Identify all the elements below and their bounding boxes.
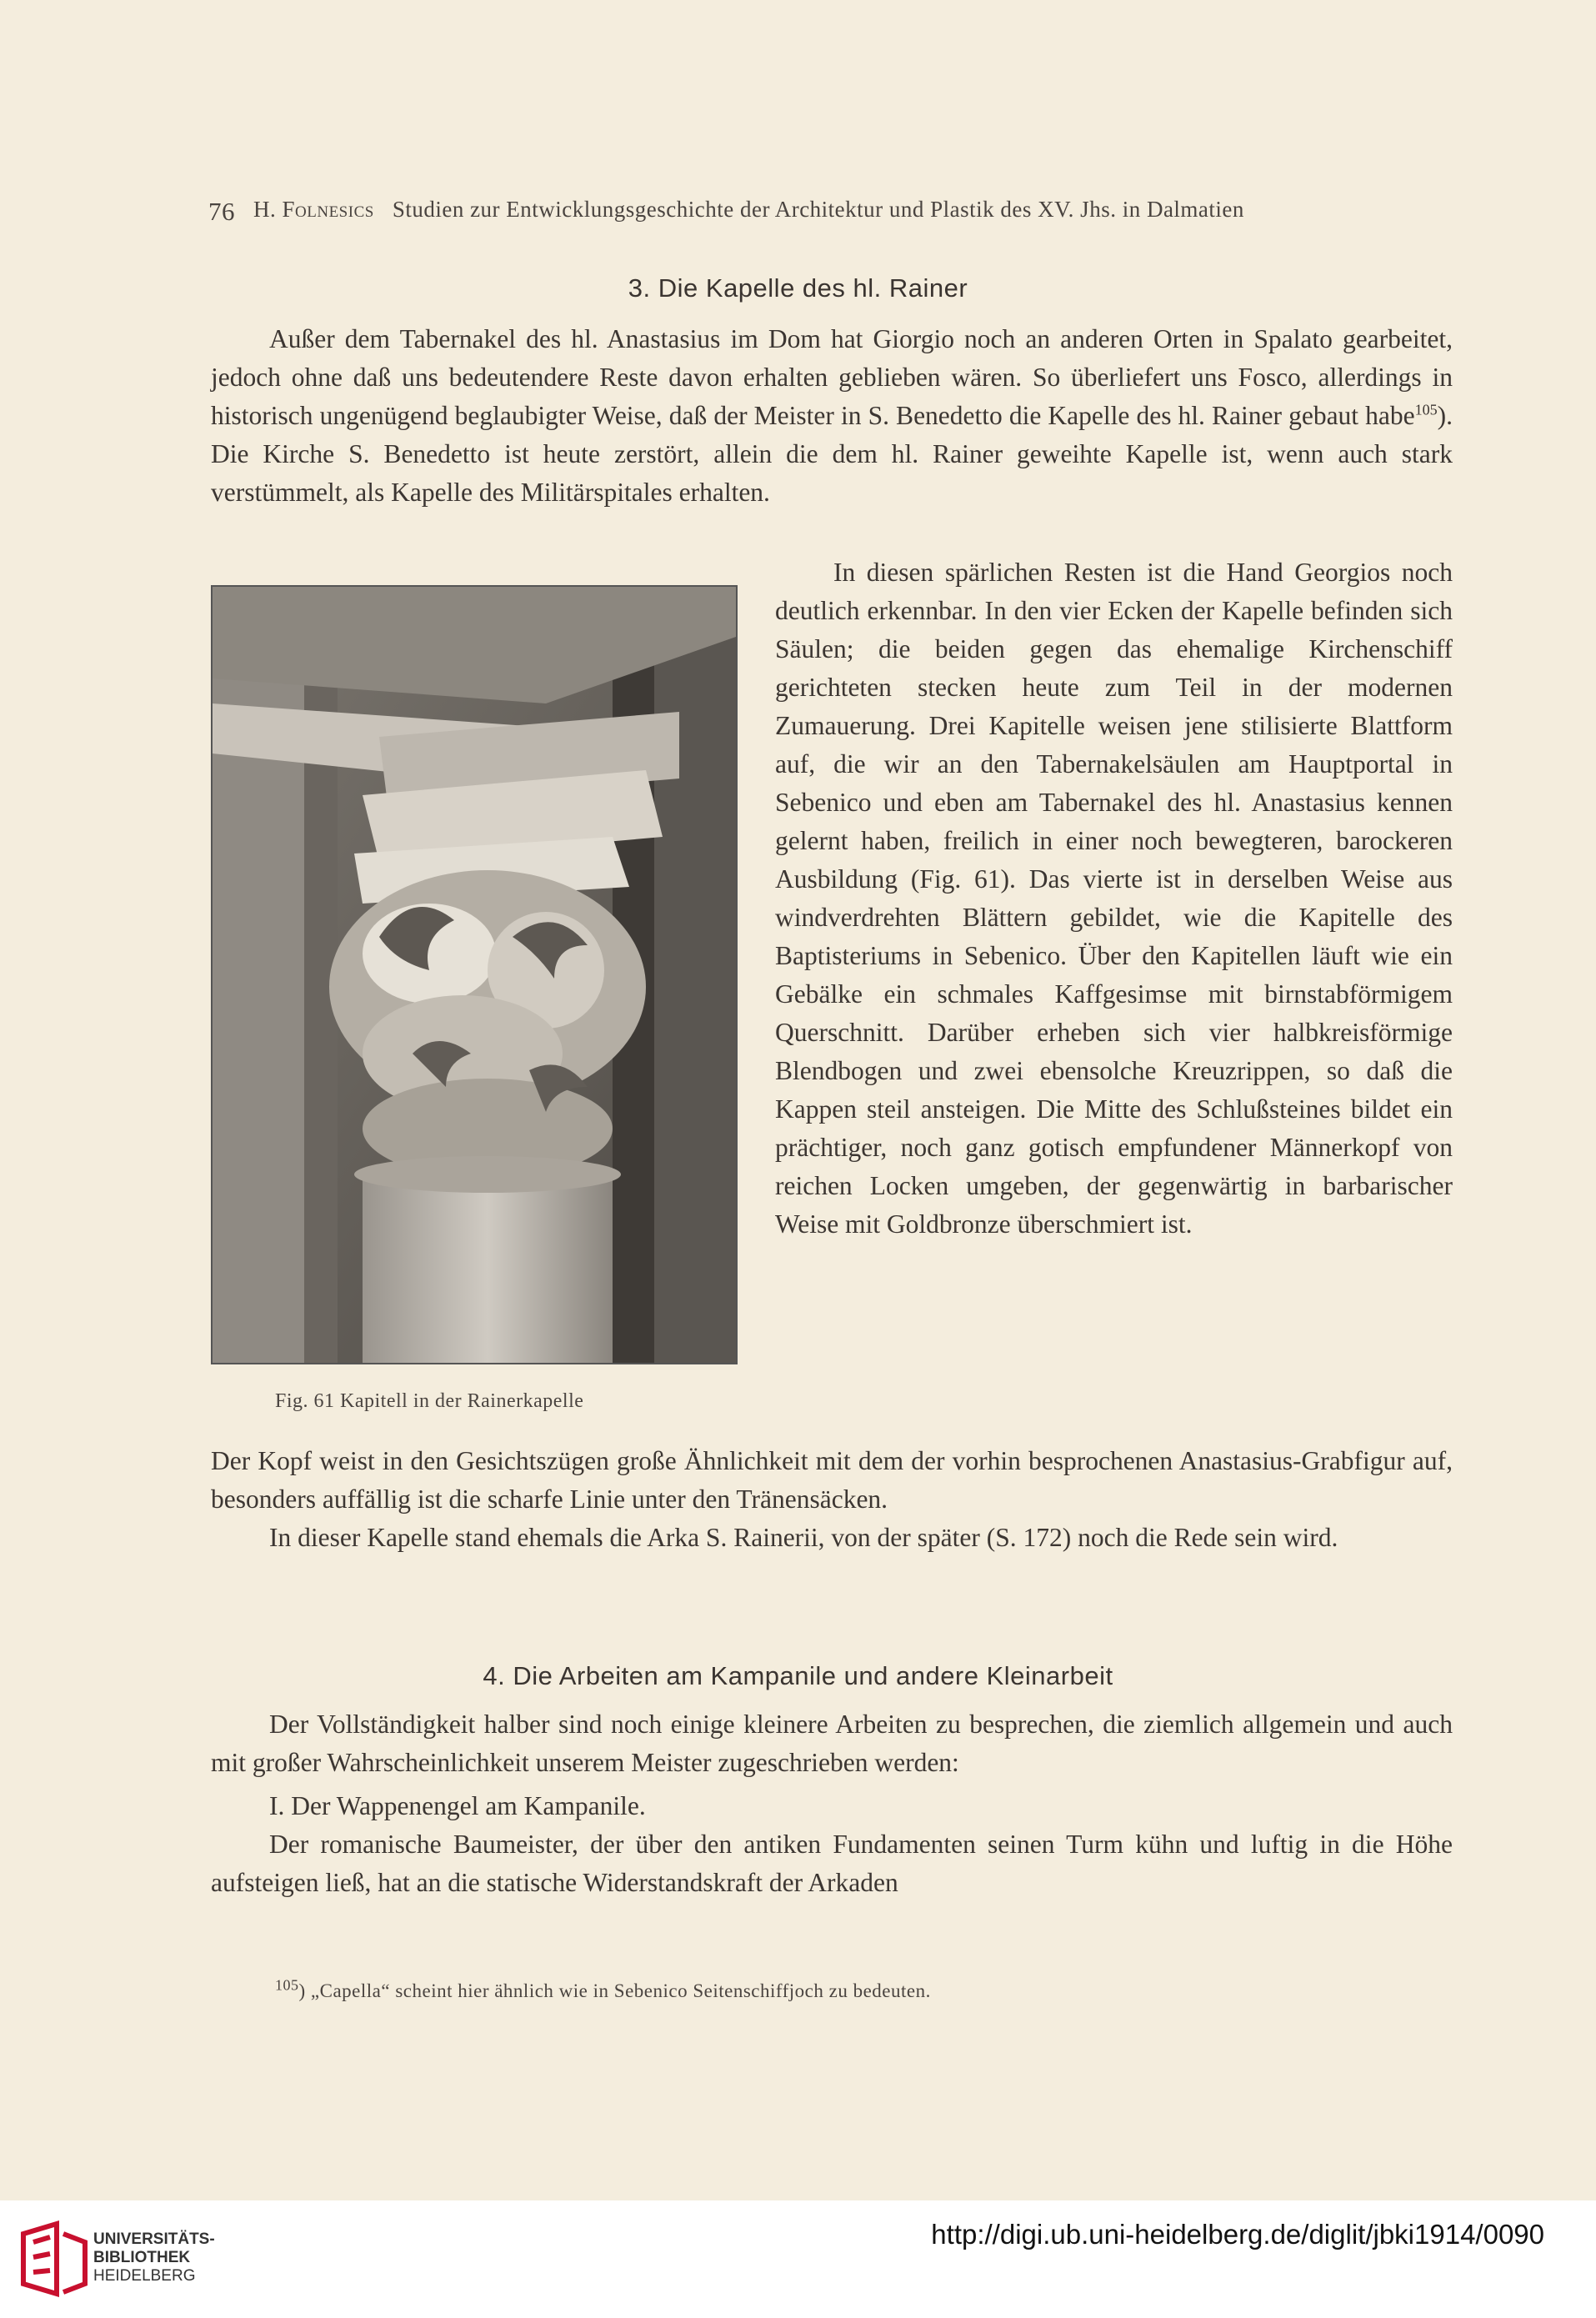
paragraph [211, 320, 1453, 512]
footnote [275, 1976, 931, 2002]
figure-photo [211, 585, 738, 1364]
paragraph: In diesen spärlichen Resten ist die Hand Georgios noch deutlich erkennbar. In den vier Ecken der Kapelle befinden sich Säulen; die beiden gegen das ehemalige Kirchenschiff gerichteten stecken heute zum Teil in der modernen Zumauerung. Drei Kapitelle weisen jene stilisierte Blattform auf, die wir an den Tabernakelsäulen am Hauptportal in Sebenico und eben am Tabernakel des hl. Anastasius kennen gelernt haben, freilich in einer noch bewegteren, barockeren Ausbildung (Fig. 61). Das vierte ist in derselben Weise aus windverdrehten Blättern gebildet, wie die Kapitelle des Baptisteriums in Sebenico. Über den Kapitellen läuft wie ein Gebälke ein schmales Kaffgesimse mit birnstabförmigem Querschnitt. Darüber erheben sich vier halbkreisförmige Blendbogen und zwei ebensolche Kreuzrippen, so daß die Kappen steil ansteigen. Die Mitte des Schlußsteines bildet ein prächtiger, noch ganz gotisch empfundener Männerkopf von reichen Locken umgeben, der gegenwärtig in barbarischer Weise mit Goldbronze überschmiert ist. [775, 558, 1453, 1239]
header-title: Studien zur Entwicklungsgeschichte der Architektur und Plastik des XV. Jhs. in Dalmatien [392, 197, 1244, 222]
section3-wrap-column [775, 553, 1453, 1244]
library-logo-icon[interactable] [15, 2217, 92, 2300]
section3-intro [211, 320, 1453, 512]
capital-photo-image [213, 587, 736, 1363]
library-name-line: BIBLIOTHEK [93, 2249, 191, 2266]
library-name-line: HEIDELBERG [93, 2267, 196, 2285]
paragraph: Der Vollständigkeit halber sind noch einige kleinere Arbeiten zu besprechen, die ziemlich allgemein und auch mit großer Wahrscheinlichkeit unserem Meister zugeschrieben werden: [211, 1710, 1453, 1777]
library-name [93, 2230, 215, 2285]
section3-closing [211, 1442, 1453, 1557]
section-heading-4: 4. Die Arbeiten am Kampanile und andere Kleinarbeit [483, 1661, 1113, 1690]
library-name-line: UNIVERSITÄTS- [93, 2230, 215, 2248]
footnote-number: 105 [275, 1976, 299, 1994]
page-number: 76 [208, 197, 235, 226]
footnote-text: ) „Capella“ scheint hier ähnlich wie in Sebenico Seitenschiffjoch zu bedeuten. [298, 1980, 931, 2001]
permalink-url[interactable]: http://digi.ub.uni-heidelberg.de/diglit/jbki1914/0090 [931, 2219, 1544, 2250]
footnote-ref: 105 [1414, 401, 1438, 418]
paragraph-text: Außer dem Tabernakel des hl. Anastasius im Dom hat Giorgio noch an anderen Orten in Spalato gearbeitet, jedoch ohne daß uns bedeutendere Reste davon erhalten geblieben wären. So überliefert uns Fosco, allerdings in historisch ungenügend beglaubigter Weise, daß der Meister in S. Benedetto die Kapelle des hl. Rainer gebaut habe [211, 324, 1453, 430]
section-heading-3: 3. Die Kapelle des hl. Rainer [628, 273, 968, 303]
paragraph-text: ). Die Kirche S. Benedetto ist heute zerstört, allein die dem hl. Rainer geweihte Kapelle ist, wenn auch stark verstümmelt, als Kapelle des Militärspitales erhalten. [211, 401, 1453, 507]
running-header [208, 197, 1392, 227]
section4-body [211, 1705, 1453, 1902]
header-author: H. Folnesics [253, 197, 374, 222]
figure-caption: Fig. 61 Kapitell in der Rainerkapelle [275, 1390, 584, 1412]
paragraph: Der Kopf weist in den Gesichtszügen große Ähnlichkeit mit dem der vorhin besprochenen Anastasius-Grabfigur auf, besonders auffällig ist die scharfe Linie unter den Tränensäcken. [211, 1446, 1453, 1514]
paragraph: In dieser Kapelle stand ehemals die Arka S. Rainerii, von der später (S. 172) noch die Rede sein wird. [269, 1523, 1338, 1552]
list-item: I. Der Wappenengel am Kampanile. [269, 1791, 646, 1820]
paragraph: Der romanische Baumeister, der über den antiken Fundamenten seinen Turm kühn und luftig in die Höhe aufsteigen ließ, hat an die statische Widerstandskraft der Arkaden [211, 1830, 1453, 1897]
